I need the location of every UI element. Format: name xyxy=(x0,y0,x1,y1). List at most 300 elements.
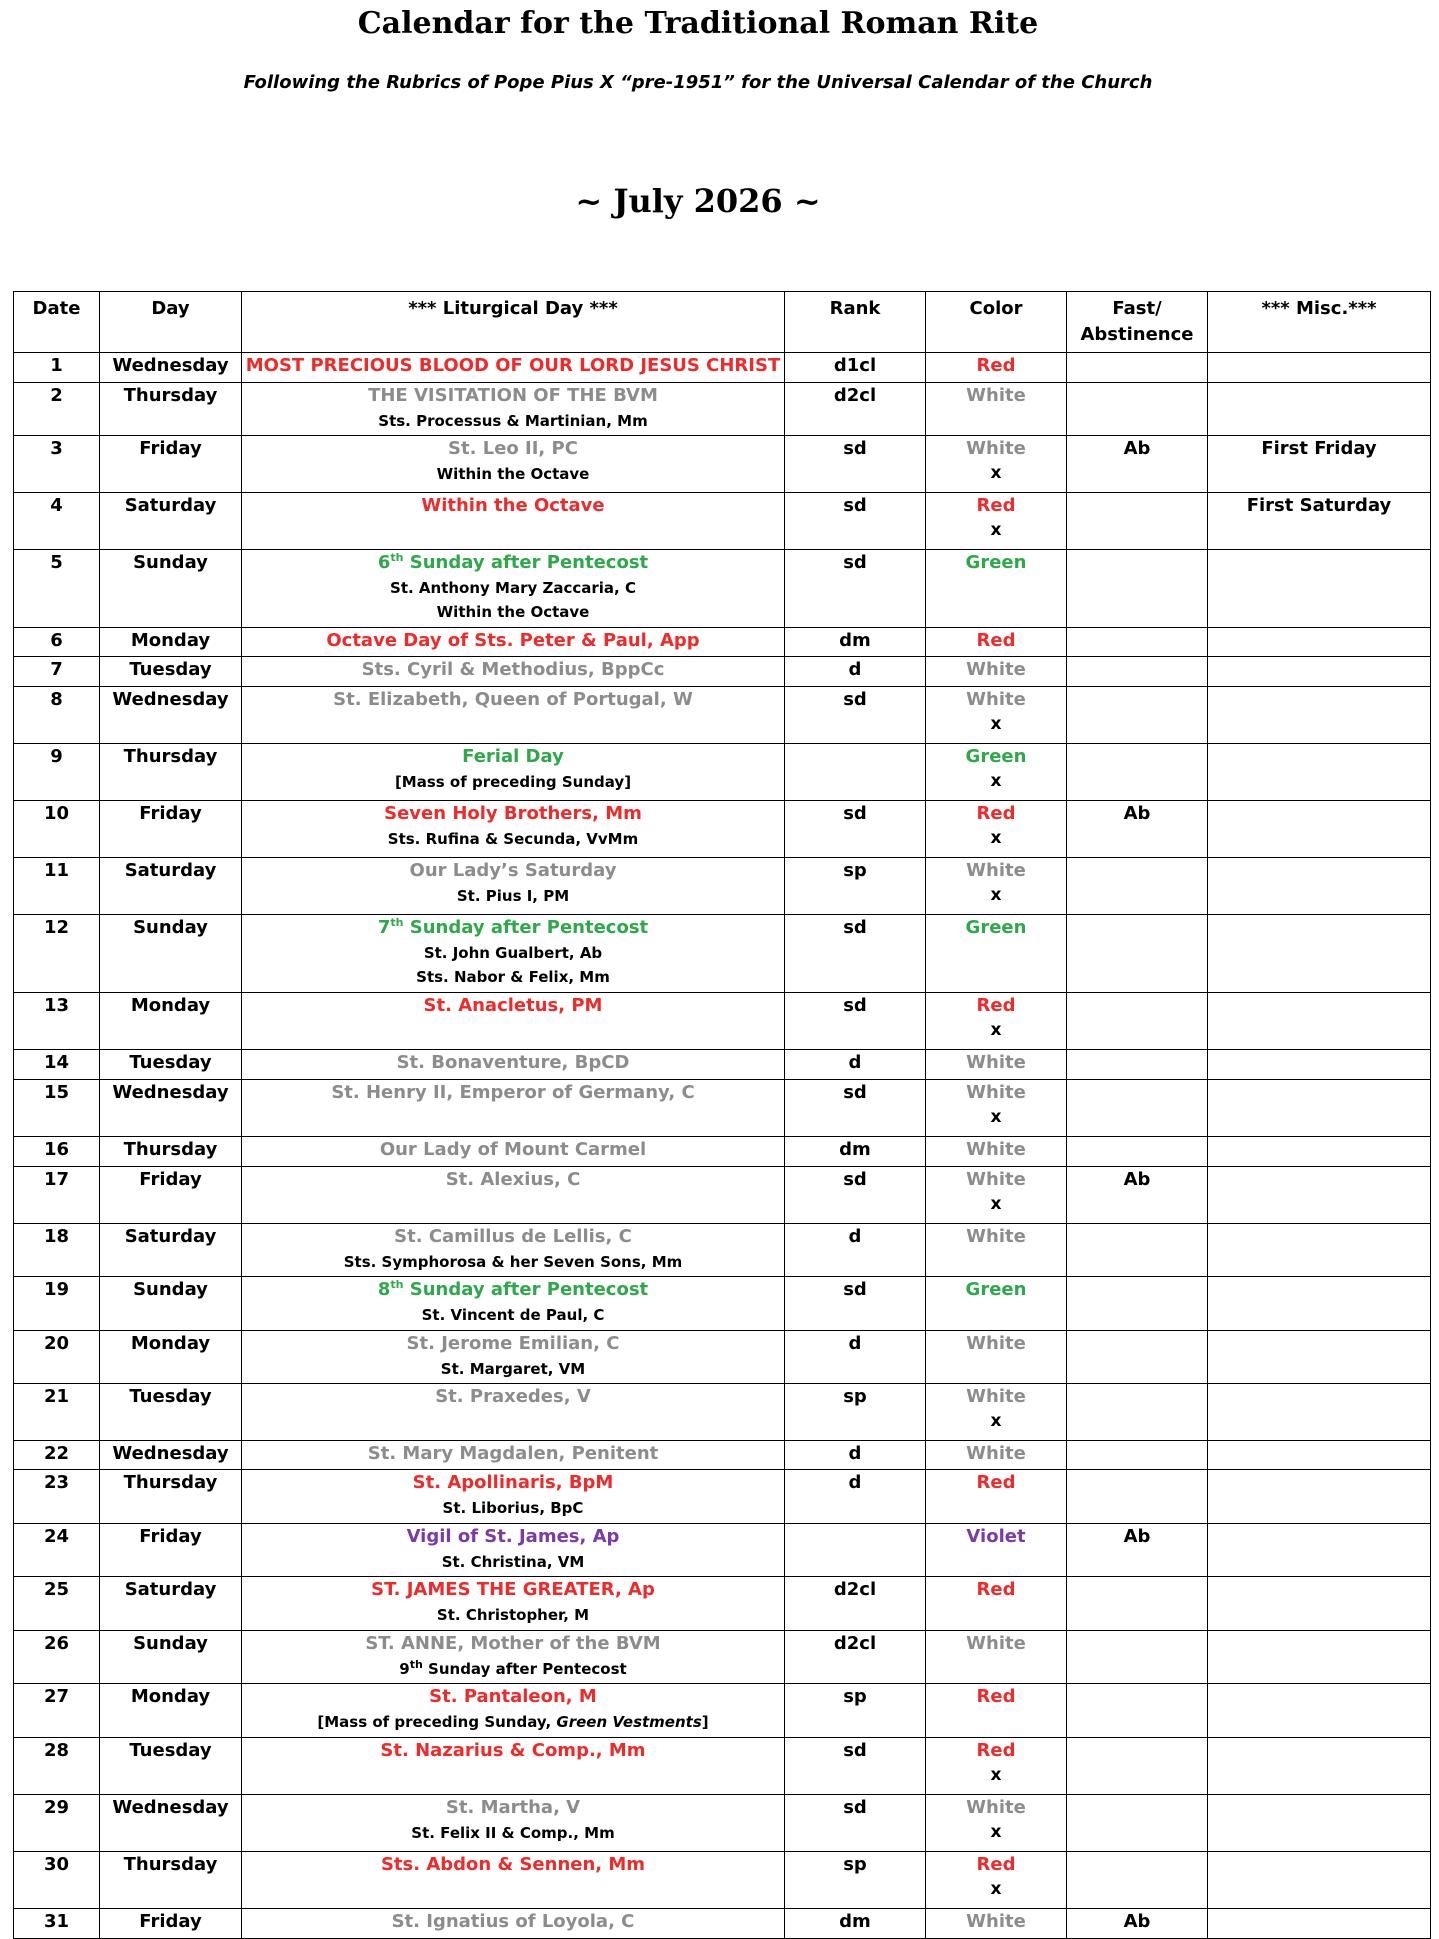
liturgical-title xyxy=(242,1277,784,1303)
day-cell: Thursday xyxy=(100,1470,242,1524)
vestment-color: White xyxy=(966,385,1026,406)
commemoration-line: Within the Octave xyxy=(436,465,590,483)
day-cell: Sunday xyxy=(100,915,242,993)
liturgical-day-cell xyxy=(242,493,785,550)
date-cell: 15 xyxy=(14,1080,100,1137)
color-cell xyxy=(926,1524,1067,1577)
liturgical-day-cell xyxy=(242,744,785,801)
date-cell: 14 xyxy=(14,1050,100,1080)
fast-cell xyxy=(1067,628,1208,657)
color-cell xyxy=(926,1441,1067,1470)
fast-abstinence-label: Fast/ Abstinence xyxy=(1080,298,1194,345)
misc-cell: First Friday xyxy=(1208,436,1431,493)
date-cell: 8 xyxy=(14,687,100,744)
privilege-mark: x xyxy=(990,828,1002,848)
table-row xyxy=(14,744,1431,801)
page-title: Calendar for the Traditional Roman Rite xyxy=(357,6,1039,41)
rank-cell: sd xyxy=(785,687,926,744)
vestment-color: Green xyxy=(965,552,1027,573)
liturgical-title-text: Sunday after Pentecost xyxy=(409,1279,649,1300)
header-row xyxy=(14,292,1431,353)
color-cell xyxy=(926,858,1067,915)
table-row xyxy=(14,801,1431,858)
color-cell xyxy=(926,1631,1067,1684)
table-row xyxy=(14,1795,1431,1852)
color-cell xyxy=(926,1909,1067,1939)
misc-cell xyxy=(1208,744,1431,801)
table-row xyxy=(14,1441,1431,1470)
liturgical-title: Our Lady of Mount Carmel xyxy=(379,1139,647,1160)
liturgical-day-cell xyxy=(242,1331,785,1384)
misc-cell xyxy=(1208,858,1431,915)
liturgical-title: Seven Holy Brothers, Mm xyxy=(384,803,642,824)
privilege-mark: x xyxy=(990,1822,1002,1842)
misc-cell xyxy=(1208,1050,1431,1080)
day-cell: Friday xyxy=(100,1524,242,1577)
rank-cell: dm xyxy=(785,1137,926,1167)
ordinal-suffix: th xyxy=(390,551,404,564)
day-cell: Thursday xyxy=(100,1852,242,1909)
privilege-mark: x xyxy=(990,520,1002,540)
date-cell: 22 xyxy=(14,1441,100,1470)
vestment-color: White xyxy=(966,1169,1026,1190)
misc-cell xyxy=(1208,1277,1431,1331)
misc-cell xyxy=(1208,801,1431,858)
liturgical-title: ST. JAMES THE GREATER, Ap xyxy=(371,1579,655,1600)
vestment-color: Green xyxy=(965,917,1027,938)
liturgical-title: St. Praxedes, V xyxy=(435,1386,591,1407)
liturgical-title: Vigil of St. James, Ap xyxy=(406,1526,620,1547)
misc-cell xyxy=(1208,550,1431,628)
vestment-color: White xyxy=(966,860,1026,881)
color-cell xyxy=(926,1167,1067,1224)
liturgical-day-cell xyxy=(242,1684,785,1738)
table-row xyxy=(14,1909,1431,1939)
liturgical-day-cell xyxy=(242,1852,785,1909)
liturgical-day-cell xyxy=(242,383,785,436)
color-cell xyxy=(926,1852,1067,1909)
commemoration-line: St. John Gualbert, Ab xyxy=(423,944,603,962)
commemoration-line: St. Margaret, VM xyxy=(440,1360,586,1378)
rank-cell: sd xyxy=(785,1738,926,1795)
fast-cell xyxy=(1067,1577,1208,1631)
vestment-color: White xyxy=(966,1797,1026,1818)
privilege-mark: x xyxy=(990,463,1002,483)
day-cell: Monday xyxy=(100,1331,242,1384)
table-row xyxy=(14,1167,1431,1224)
color-cell xyxy=(926,915,1067,993)
fast-cell xyxy=(1067,993,1208,1050)
liturgical-title: Octave Day of Sts. Peter & Paul, App xyxy=(326,630,700,651)
table-row xyxy=(14,1224,1431,1277)
liturgical-title: St. Mary Magdalen, Penitent xyxy=(367,1443,659,1464)
fast-cell: Ab xyxy=(1067,801,1208,858)
commemoration-line: Sts. Processus & Martinian, Mm xyxy=(378,412,648,430)
day-cell: Wednesday xyxy=(100,1441,242,1470)
color-cell xyxy=(926,1137,1067,1167)
day-cell: Saturday xyxy=(100,858,242,915)
liturgical-day-cell xyxy=(242,1080,785,1137)
liturgical-day-cell xyxy=(242,550,785,628)
liturgical-title: ST. ANNE, Mother of the BVM xyxy=(365,1633,661,1654)
date-cell: 6 xyxy=(14,628,100,657)
rank-cell: d xyxy=(785,1441,926,1470)
fast-cell xyxy=(1067,1050,1208,1080)
rank-cell: sd xyxy=(785,1277,926,1331)
vestment-color: White xyxy=(966,1633,1026,1654)
fast-cell xyxy=(1067,353,1208,383)
calendar-body xyxy=(14,353,1431,1939)
liturgical-title: St. Jerome Emilian, C xyxy=(406,1333,620,1354)
date-cell: 16 xyxy=(14,1137,100,1167)
day-cell: Friday xyxy=(100,1909,242,1939)
commemoration-line: St. Vincent de Paul, C xyxy=(421,1306,605,1324)
misc-cell xyxy=(1208,1577,1431,1631)
liturgical-day-cell xyxy=(242,1050,785,1080)
vestment-color: White xyxy=(966,689,1026,710)
misc-cell xyxy=(1208,1137,1431,1167)
fast-cell: Ab xyxy=(1067,436,1208,493)
rank-cell: d xyxy=(785,1050,926,1080)
rank-cell: sd xyxy=(785,1167,926,1224)
day-cell: Thursday xyxy=(100,383,242,436)
table-row xyxy=(14,1277,1431,1331)
rank-cell: sd xyxy=(785,436,926,493)
date-cell: 7 xyxy=(14,657,100,687)
rank-cell: sd xyxy=(785,493,926,550)
day-cell: Tuesday xyxy=(100,657,242,687)
day-cell: Wednesday xyxy=(100,1080,242,1137)
liturgical-title: Ferial Day xyxy=(462,746,564,767)
misc-cell xyxy=(1208,1470,1431,1524)
col-header-misc: *** Misc.*** xyxy=(1208,292,1431,353)
vestment-color: Red xyxy=(976,1686,1016,1707)
commemoration-line: Sts. Rufina & Secunda, VvMm xyxy=(387,830,639,848)
color-cell xyxy=(926,1331,1067,1384)
color-cell xyxy=(926,687,1067,744)
day-cell: Sunday xyxy=(100,550,242,628)
color-cell xyxy=(926,1738,1067,1795)
date-cell: 12 xyxy=(14,915,100,993)
privilege-mark: x xyxy=(990,1194,1002,1214)
liturgical-day-cell xyxy=(242,1577,785,1631)
liturgical-day-cell xyxy=(242,1384,785,1441)
misc-cell xyxy=(1208,1524,1431,1577)
privilege-mark: x xyxy=(990,1765,1002,1785)
liturgical-title-text: Sunday after Pentecost xyxy=(409,917,649,938)
vestment-color: Red xyxy=(976,355,1016,376)
col-header-day: Day xyxy=(100,292,242,353)
liturgical-day-cell xyxy=(242,858,785,915)
day-cell: Saturday xyxy=(100,493,242,550)
liturgical-title: St. Camillus de Lellis, C xyxy=(394,1226,632,1247)
col-header-liturgical-day: *** Liturgical Day *** xyxy=(242,292,785,353)
date-cell: 23 xyxy=(14,1470,100,1524)
color-cell xyxy=(926,744,1067,801)
day-cell: Monday xyxy=(100,1684,242,1738)
day-cell: Wednesday xyxy=(100,687,242,744)
rank-cell: d xyxy=(785,1224,926,1277)
fast-cell xyxy=(1067,1631,1208,1684)
day-cell: Friday xyxy=(100,436,242,493)
fast-cell xyxy=(1067,1470,1208,1524)
commemoration-line: 9th Sunday after Pentecost xyxy=(399,1658,627,1678)
vestment-color: White xyxy=(966,659,1026,680)
liturgical-day-cell xyxy=(242,1795,785,1852)
fast-cell xyxy=(1067,1080,1208,1137)
col-header-rank: Rank xyxy=(785,292,926,353)
misc-cell xyxy=(1208,1441,1431,1470)
rank-cell: sd xyxy=(785,550,926,628)
date-cell: 19 xyxy=(14,1277,100,1331)
commemoration-line: [Mass of preceding Sunday] xyxy=(394,773,632,791)
liturgical-day-cell xyxy=(242,1470,785,1524)
table-row xyxy=(14,493,1431,550)
day-cell: Tuesday xyxy=(100,1738,242,1795)
liturgical-title: St. Henry II, Emperor of Germany, C xyxy=(331,1082,695,1103)
commemoration-line: [Mass of preceding Sunday, Green Vestments] xyxy=(317,1713,709,1731)
liturgical-title: THE VISITATION OF THE BVM xyxy=(368,385,658,406)
liturgical-day-cell xyxy=(242,1167,785,1224)
sunday-number: 7 xyxy=(377,917,391,938)
misc-cell xyxy=(1208,657,1431,687)
liturgical-day-cell xyxy=(242,993,785,1050)
date-cell: 4 xyxy=(14,493,100,550)
fast-cell xyxy=(1067,1331,1208,1384)
fast-cell: Ab xyxy=(1067,1909,1208,1939)
table-row xyxy=(14,1631,1431,1684)
table-row xyxy=(14,1738,1431,1795)
vestment-color: White xyxy=(966,438,1026,459)
fast-cell xyxy=(1067,858,1208,915)
vestment-color: White xyxy=(966,1082,1026,1103)
day-cell: Friday xyxy=(100,801,242,858)
day-cell: Monday xyxy=(100,993,242,1050)
date-cell: 29 xyxy=(14,1795,100,1852)
vestment-color: Green xyxy=(965,1279,1027,1300)
rank-cell: d xyxy=(785,1470,926,1524)
privilege-mark: x xyxy=(990,714,1002,734)
table-row xyxy=(14,687,1431,744)
table-row xyxy=(14,1524,1431,1577)
commemoration-line: St. Christopher, M xyxy=(436,1606,590,1624)
rank-cell: d1cl xyxy=(785,353,926,383)
liturgical-title: St. Anacletus, PM xyxy=(423,995,603,1016)
table-row xyxy=(14,915,1431,993)
fast-cell xyxy=(1067,1684,1208,1738)
liturgical-title: St. Bonaventure, BpCD xyxy=(396,1052,630,1073)
day-cell: Tuesday xyxy=(100,1050,242,1080)
commemoration-line: Sts. Nabor & Felix, Mm xyxy=(416,968,610,986)
color-cell xyxy=(926,628,1067,657)
liturgical-day-cell xyxy=(242,353,785,383)
misc-cell xyxy=(1208,1738,1431,1795)
liturgical-title: St. Apollinaris, BpM xyxy=(412,1472,614,1493)
liturgical-day-cell xyxy=(242,1738,785,1795)
misc-cell xyxy=(1208,1331,1431,1384)
date-cell: 5 xyxy=(14,550,100,628)
table-row xyxy=(14,1137,1431,1167)
rank-cell xyxy=(785,1524,926,1577)
commemoration-line: St. Christina, VM xyxy=(441,1553,585,1571)
table-row xyxy=(14,1050,1431,1080)
rank-cell: d2cl xyxy=(785,383,926,436)
privilege-mark: x xyxy=(990,771,1002,791)
fast-cell: Ab xyxy=(1067,1167,1208,1224)
liturgical-title: MOST PRECIOUS BLOOD OF OUR LORD JESUS CHRIST xyxy=(245,355,781,376)
rank-cell: d xyxy=(785,1331,926,1384)
vestment-color: Red xyxy=(976,995,1016,1016)
rank-cell: sd xyxy=(785,1795,926,1852)
color-cell xyxy=(926,801,1067,858)
color-cell xyxy=(926,550,1067,628)
liturgical-title-text: Sunday after Pentecost xyxy=(409,552,649,573)
color-cell xyxy=(926,1384,1067,1441)
color-cell xyxy=(926,657,1067,687)
vestment-color: White xyxy=(966,1386,1026,1407)
table-row xyxy=(14,1577,1431,1631)
table-row xyxy=(14,858,1431,915)
day-cell: Sunday xyxy=(100,1631,242,1684)
fast-cell xyxy=(1067,1738,1208,1795)
vestment-color: White xyxy=(966,1052,1026,1073)
fast-cell xyxy=(1067,1277,1208,1331)
day-cell: Saturday xyxy=(100,1224,242,1277)
commemoration-line: St. Felix II & Comp., Mm xyxy=(411,1824,615,1842)
table-row xyxy=(14,1384,1431,1441)
liturgical-day-cell xyxy=(242,1441,785,1470)
vestment-color: Red xyxy=(976,1854,1016,1875)
table-row xyxy=(14,353,1431,383)
liturgical-day-cell xyxy=(242,687,785,744)
liturgical-day-cell xyxy=(242,1524,785,1577)
liturgical-title: St. Elizabeth, Queen of Portugal, W xyxy=(333,689,693,710)
sunday-number: 8 xyxy=(377,1279,391,1300)
privilege-mark: x xyxy=(990,1020,1002,1040)
table-row xyxy=(14,993,1431,1050)
color-cell xyxy=(926,493,1067,550)
liturgical-title: St. Pantaleon, M xyxy=(429,1686,597,1707)
fast-cell xyxy=(1067,550,1208,628)
vestment-color: Red xyxy=(976,495,1016,516)
table-row xyxy=(14,657,1431,687)
misc-cell xyxy=(1208,1631,1431,1684)
date-cell: 25 xyxy=(14,1577,100,1631)
rank-cell: d xyxy=(785,657,926,687)
day-cell: Thursday xyxy=(100,1137,242,1167)
day-cell: Saturday xyxy=(100,1577,242,1631)
day-cell: Thursday xyxy=(100,744,242,801)
calendar-table xyxy=(13,291,1431,1939)
day-cell: Wednesday xyxy=(100,353,242,383)
vestment-color: Red xyxy=(976,1740,1016,1761)
commemoration-line: St. Liborius, BpC xyxy=(442,1499,584,1517)
rank-cell: dm xyxy=(785,628,926,657)
liturgical-title: Sts. Abdon & Sennen, Mm xyxy=(380,1854,646,1875)
color-cell xyxy=(926,383,1067,436)
color-cell xyxy=(926,1050,1067,1080)
date-cell: 26 xyxy=(14,1631,100,1684)
fast-cell: Ab xyxy=(1067,1524,1208,1577)
fast-cell xyxy=(1067,744,1208,801)
liturgical-title: St. Nazarius & Comp., Mm xyxy=(380,1740,646,1761)
misc-cell xyxy=(1208,1080,1431,1137)
rank-cell: d2cl xyxy=(785,1577,926,1631)
table-row xyxy=(14,383,1431,436)
date-cell: 9 xyxy=(14,744,100,801)
color-cell xyxy=(926,993,1067,1050)
misc-cell xyxy=(1208,1909,1431,1939)
table-row xyxy=(14,550,1431,628)
col-header-date: Date xyxy=(14,292,100,353)
misc-cell xyxy=(1208,915,1431,993)
day-cell: Monday xyxy=(100,628,242,657)
commemoration-line: St. Anthony Mary Zaccaria, C xyxy=(390,579,636,597)
rank-cell: sd xyxy=(785,993,926,1050)
day-cell: Tuesday xyxy=(100,1384,242,1441)
liturgical-title: St. Martha, V xyxy=(445,1797,581,1818)
liturgical-title: Our Lady’s Saturday xyxy=(409,860,617,881)
table-row xyxy=(14,1080,1431,1137)
misc-cell xyxy=(1208,993,1431,1050)
vestment-color: Red xyxy=(976,803,1016,824)
fast-cell xyxy=(1067,1137,1208,1167)
vestment-color: White xyxy=(966,1226,1026,1247)
date-cell: 27 xyxy=(14,1684,100,1738)
color-cell xyxy=(926,353,1067,383)
misc-cell xyxy=(1208,1167,1431,1224)
date-cell: 11 xyxy=(14,858,100,915)
rank-cell: sd xyxy=(785,801,926,858)
fast-cell xyxy=(1067,687,1208,744)
liturgical-day-cell xyxy=(242,1137,785,1167)
date-cell: 13 xyxy=(14,993,100,1050)
misc-cell xyxy=(1208,1795,1431,1852)
liturgical-day-cell xyxy=(242,915,785,993)
liturgical-title: St. Alexius, C xyxy=(445,1169,581,1190)
fast-cell xyxy=(1067,915,1208,993)
misc-cell xyxy=(1208,383,1431,436)
date-cell: 20 xyxy=(14,1331,100,1384)
liturgical-title: St. Ignatius of Loyola, C xyxy=(391,1911,635,1932)
day-cell: Friday xyxy=(100,1167,242,1224)
date-cell: 10 xyxy=(14,801,100,858)
color-cell xyxy=(926,436,1067,493)
vestment-color: White xyxy=(966,1139,1026,1160)
liturgical-title: Sts. Cyril & Methodius, BppCc xyxy=(361,659,665,680)
fast-cell xyxy=(1067,1224,1208,1277)
liturgical-title xyxy=(242,550,784,576)
misc-cell xyxy=(1208,1852,1431,1909)
liturgical-day-cell xyxy=(242,801,785,858)
day-cell: Wednesday xyxy=(100,1795,242,1852)
date-cell: 18 xyxy=(14,1224,100,1277)
misc-cell xyxy=(1208,1224,1431,1277)
vestment-color: Green xyxy=(965,746,1027,767)
table-row xyxy=(14,1331,1431,1384)
page-subtitle: Following the Rubrics of Pope Pius X “pre-1951” for the Universal Calendar of the Church xyxy=(243,72,1153,93)
liturgical-day-cell xyxy=(242,657,785,687)
privilege-mark: x xyxy=(990,1879,1002,1899)
table-row xyxy=(14,1684,1431,1738)
privilege-mark: x xyxy=(990,1411,1002,1431)
date-cell: 2 xyxy=(14,383,100,436)
rank-cell: sp xyxy=(785,858,926,915)
table-row xyxy=(14,628,1431,657)
liturgical-title xyxy=(242,915,784,941)
rank-cell: dm xyxy=(785,1909,926,1939)
color-cell xyxy=(926,1577,1067,1631)
